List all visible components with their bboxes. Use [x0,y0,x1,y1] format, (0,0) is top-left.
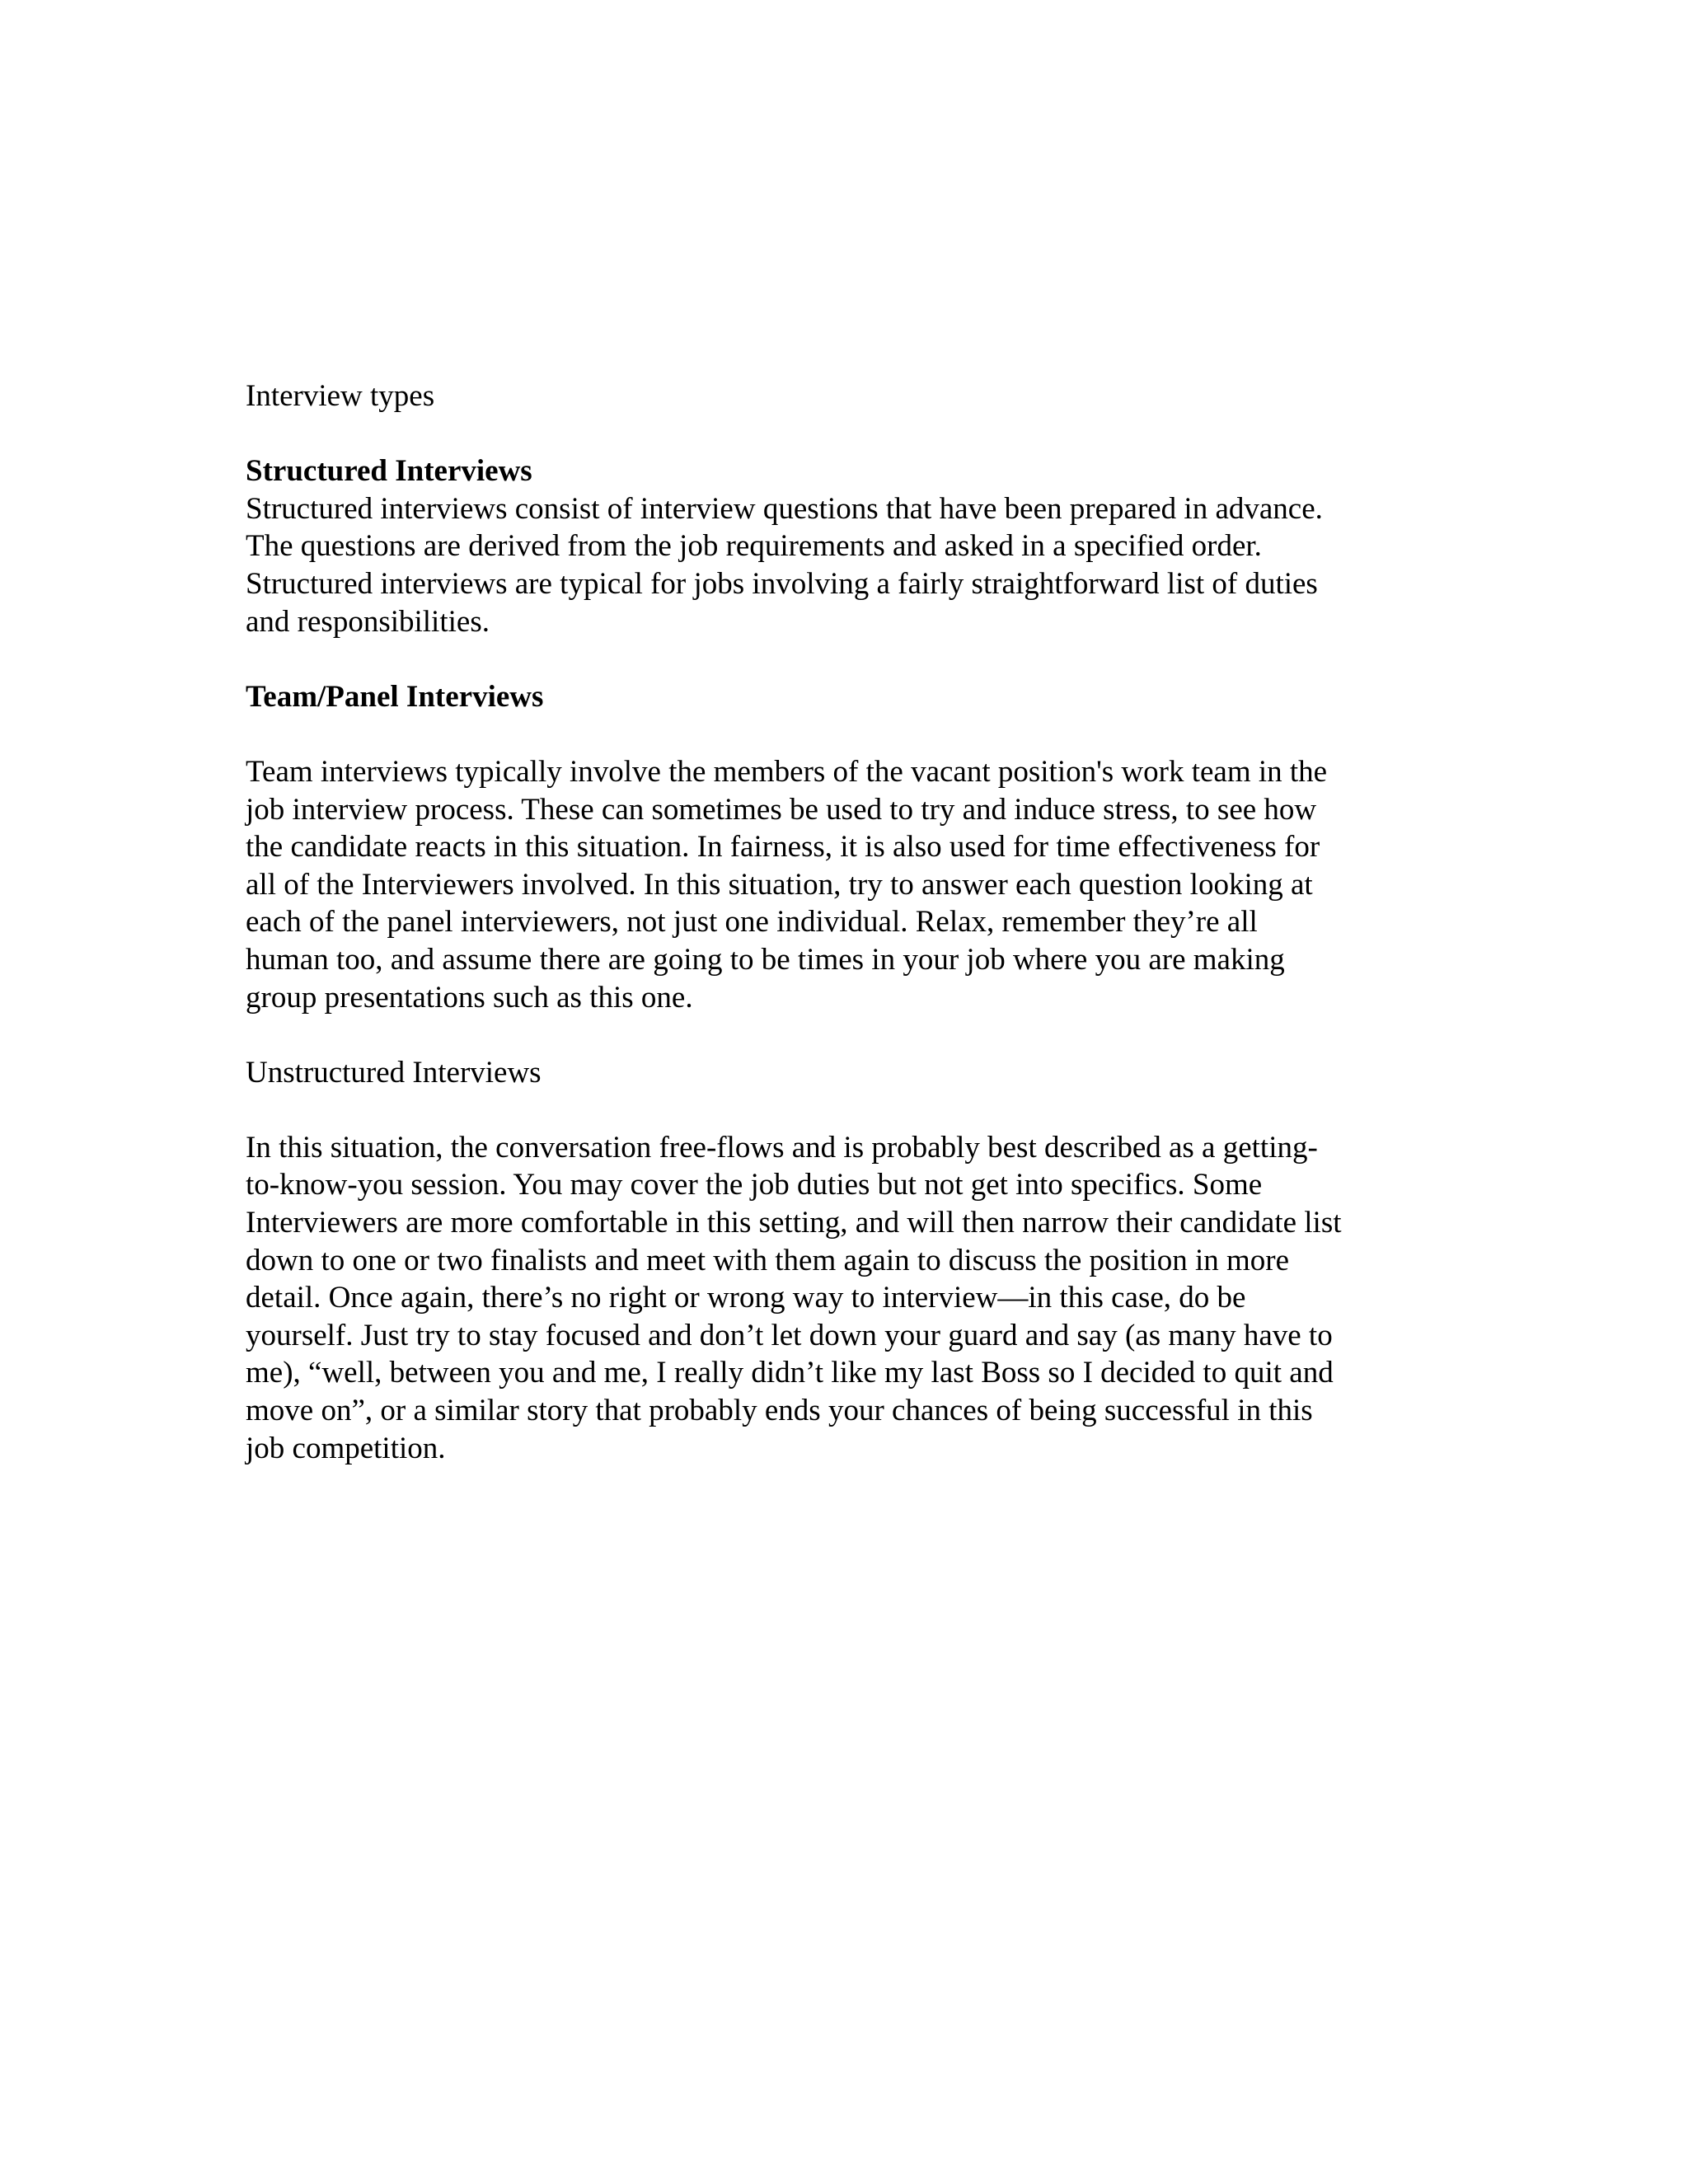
paragraph-line: each of the panel interviewers, not just one individual. Relax, remember they’re all [246,905,1258,940]
section-heading: Team/Panel Interviews [246,679,544,714]
paragraph-line: In this situation, the conversation free-flows and is probably best described as a getting- [246,1130,1318,1165]
paragraph-line: Structured interviews consist of interview questions that have been prepared in advance. [246,491,1323,526]
paragraph [246,1129,1449,1467]
paragraph-line: to-know-you session. You may cover the job duties but not get into specifics. Some [246,1168,1263,1202]
section-heading: Structured Interviews [246,454,532,489]
paragraph [246,490,1449,640]
paragraph-line: job competition. [246,1431,446,1465]
paragraph-line: the candidate reacts in this situation. In fairness, it is also used for time effectiveness for [246,830,1320,865]
paragraph [246,753,1449,1016]
paragraph-line: detail. Once again, there’s no right or wrong way to interview—in this case, do be [246,1281,1246,1315]
paragraph-line: me), “well, between you and me, I really didn’t like my last Boss so I decided to quit and [246,1356,1334,1390]
paragraph-line: job interview process. These can sometimes be used to try and induce stress, to see how [246,792,1317,827]
document-body [246,377,1449,1467]
paragraph-line: human too, and assume there are going to be times in your job where you are making [246,942,1285,977]
section-unstructured-interviews [246,1054,1449,1468]
paragraph-line: The questions are derived from the job requirements and asked in a specified order. [246,529,1262,564]
paragraph-line: yourself. Just try to stay focused and don’t let down your guard and say (as many have to [246,1318,1333,1352]
section-structured-interviews [246,452,1449,640]
paragraph-line: all of the Interviewers involved. In this situation, try to answer each question looking at [246,867,1313,902]
paragraph-line: Structured interviews are typical for jobs involving a fairly straightforward list of duties [246,566,1318,601]
paragraph-line: down to one or two finalists and meet with them again to discuss the position in more [246,1243,1290,1277]
spacer [246,1016,1449,1054]
paragraph-line: move on”, or a similar story that probably ends your chances of being successful in this [246,1394,1313,1428]
spacer [246,715,1449,753]
paragraph-line: Interviewers are more comfortable in this setting, and will then narrow their candidate list [246,1206,1342,1240]
spacer [246,415,1449,453]
section-heading: Unstructured Interviews [246,1055,542,1090]
paragraph-line: group presentations such as this one. [246,980,693,1015]
document-title: Interview types [246,379,435,413]
paragraph-line: and responsibilities. [246,604,490,639]
paragraph-line: Team interviews typically involve the members of the vacant position's work team in the [246,754,1328,789]
section-team-panel-interviews [246,678,1449,1016]
spacer [246,1091,1449,1129]
spacer [246,640,1449,678]
